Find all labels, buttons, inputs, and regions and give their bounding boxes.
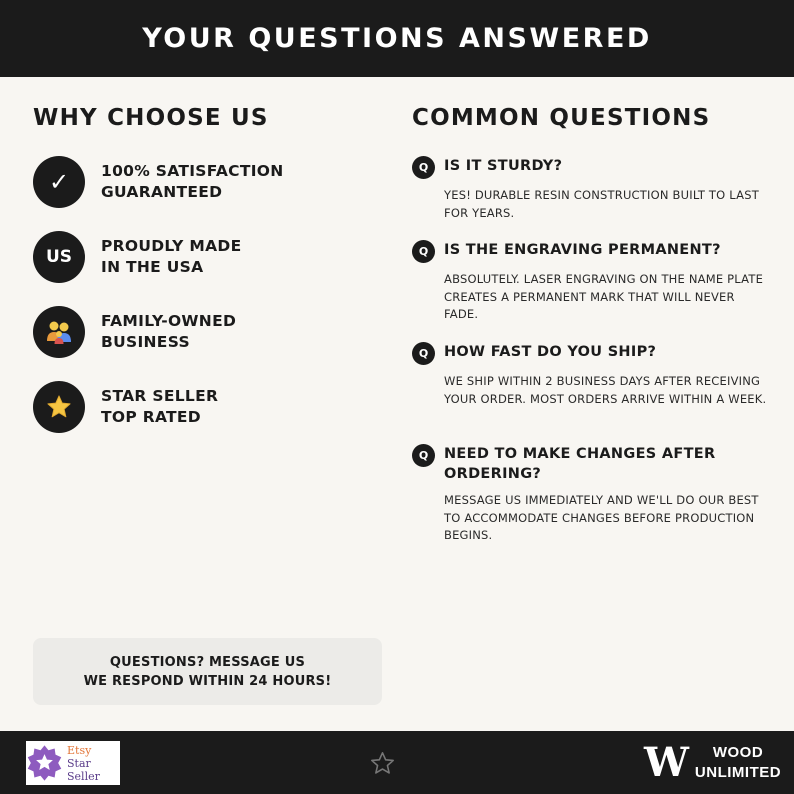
feature-label: STAR SELLER TOP RATED (101, 387, 219, 426)
faq-answer: WE SHIP WITHIN 2 BUSINESS DAYS AFTER RECEIVING YOUR ORDER. MOST ORDERS ARRIVE WITHIN A WEEK. (444, 374, 767, 406)
etsy-label: Etsy (67, 743, 92, 757)
usa-icon: US (33, 231, 85, 283)
wood-unlimited-logo (644, 741, 781, 785)
feature-label: PROUDLY MADE IN THE USA (101, 237, 242, 276)
feature-label: 100% SATISFACTION GUARANTEED (101, 162, 284, 201)
family-icon (33, 306, 85, 358)
faq-answer: MESSAGE US IMMEDIATELY AND WE'LL DO OUR BEST TO ACCOMMODATE CHANGES BEFORE PRODUCTION BEGINS. (444, 493, 759, 542)
faq-item (412, 156, 772, 222)
checkmark-icon: ✓ (33, 156, 85, 208)
common-questions-title: COMMON QUESTIONS (412, 105, 711, 131)
contact-callout[interactable] (33, 638, 382, 705)
common-questions-section (412, 104, 772, 542)
faq-question-text: IS IT STURDY? (444, 158, 563, 174)
feature-made-in-usa (33, 231, 241, 283)
header-bar (0, 0, 794, 77)
faq-question (412, 342, 772, 365)
logo-word-wood: WOOD (712, 744, 764, 761)
feature-label: FAMILY-OWNED BUSINESS (101, 312, 237, 351)
faq-question-text: NEED TO MAKE CHANGES AFTER ORDERING? (444, 446, 716, 482)
star-seller-label: Star Seller (67, 756, 100, 783)
faq-question-text: HOW FAST DO YOU SHIP? (444, 344, 657, 360)
faq-question (412, 240, 772, 263)
question-badge-icon: Q (412, 156, 435, 179)
logo-mark-w: W (644, 739, 689, 786)
faq-question (412, 444, 772, 484)
feature-satisfaction (33, 156, 284, 208)
feature-star-seller (33, 381, 218, 433)
footer-bar (0, 731, 794, 794)
question-badge-icon: Q (412, 342, 435, 365)
faq-question (412, 156, 772, 179)
faq-answer: ABSOLUTELY. LASER ENGRAVING ON THE NAME PLATE CREATES A PERMANENT MARK THAT WILL NEVER FADE. (444, 272, 764, 321)
question-badge-icon: Q (412, 444, 435, 467)
faq-item (412, 444, 772, 545)
faq-item (412, 240, 772, 324)
etsy-badge-icon (26, 742, 63, 784)
why-choose-us-title: WHY CHOOSE US (33, 105, 269, 131)
etsy-star-seller-badge (26, 741, 120, 785)
faq-question-text: IS THE ENGRAVING PERMANENT? (444, 242, 721, 258)
page-title: YOUR QUESTIONS ANSWERED (142, 23, 652, 54)
star-icon (33, 381, 85, 433)
feature-family-owned (33, 306, 236, 358)
logo-word-unlimited: UNLIMITED (694, 764, 782, 781)
outline-star-icon (369, 750, 396, 781)
contact-line-2: WE RESPOND WITHIN 24 HOURS! (83, 673, 332, 689)
contact-line-1: QUESTIONS? MESSAGE US (109, 654, 306, 670)
faq-item (412, 342, 772, 408)
faq-answer: YES! DURABLE RESIN CONSTRUCTION BUILT TO LAST FOR YEARS. (444, 188, 759, 220)
question-badge-icon: Q (412, 240, 435, 263)
why-choose-us-section (33, 104, 383, 426)
